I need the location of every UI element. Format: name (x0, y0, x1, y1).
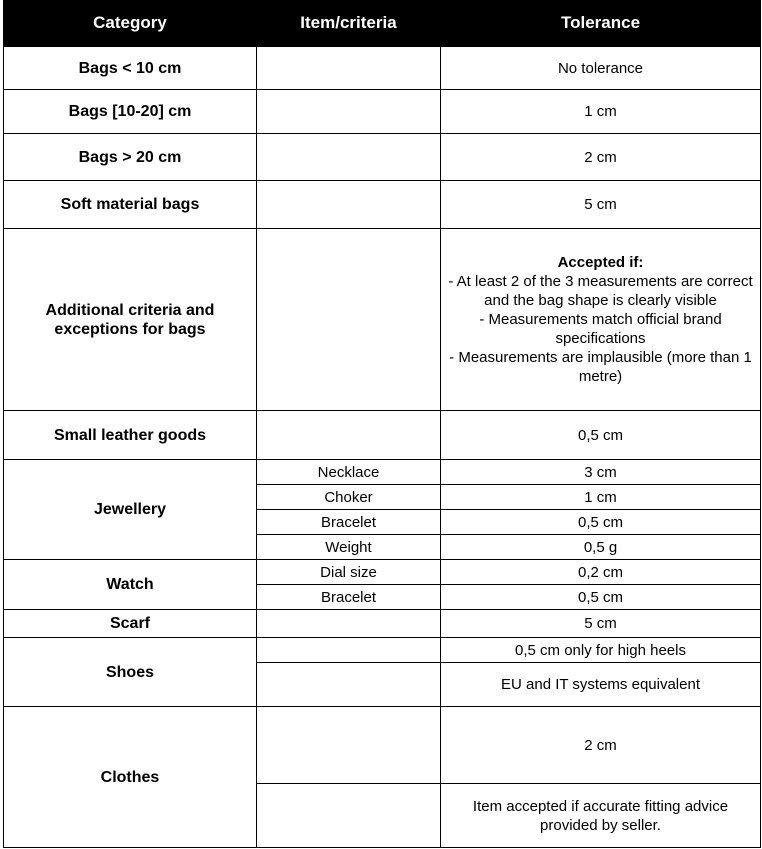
tolerance-cell: EU and IT systems equivalent (441, 663, 761, 707)
category-cell: Bags [10-20] cm (4, 90, 257, 134)
tolerance-cell: 2 cm (441, 134, 761, 181)
table-row (4, 460, 761, 485)
item-cell (257, 47, 441, 90)
tolerance-cell: 0,5 g (441, 535, 761, 560)
item-cell (257, 638, 441, 663)
table-row (4, 90, 761, 134)
category-cell: Scarf (4, 610, 257, 638)
criteria-line: - Measurements match official brand specifications (479, 311, 722, 347)
category-cell: Additional criteria and exceptions for bags (4, 229, 257, 411)
table-row (4, 638, 761, 663)
tolerance-table (3, 0, 761, 848)
item-cell (257, 181, 441, 229)
tolerance-cell: 1 cm (441, 90, 761, 134)
item-cell: Bracelet (257, 585, 441, 610)
table-row (4, 707, 761, 784)
tolerance-cell: 3 cm (441, 460, 761, 485)
item-cell (257, 707, 441, 784)
category-cell: Watch (4, 560, 257, 610)
table-row (4, 229, 761, 411)
accepted-heading: Accepted if: (557, 254, 644, 271)
table-row (4, 134, 761, 181)
category-cell: Shoes (4, 638, 257, 707)
category-cell: Clothes (4, 707, 257, 848)
tolerance-cell: 0,5 cm only for high heels (441, 638, 761, 663)
tolerance-cell: 5 cm (441, 181, 761, 229)
item-cell: Bracelet (257, 510, 441, 535)
category-cell: Small leather goods (4, 411, 257, 460)
item-cell: Necklace (257, 460, 441, 485)
item-cell: Weight (257, 535, 441, 560)
header-row (4, 1, 761, 47)
category-cell: Soft material bags (4, 181, 257, 229)
tolerance-cell: 0,2 cm (441, 560, 761, 585)
table-row (4, 411, 761, 460)
tolerance-cell: No tolerance (441, 47, 761, 90)
item-cell (257, 411, 441, 460)
header-item: Item/criteria (257, 1, 441, 47)
table-row (4, 181, 761, 229)
tolerance-cell: 1 cm (441, 485, 761, 510)
item-cell: Choker (257, 485, 441, 510)
table-row (4, 47, 761, 90)
criteria-line: - At least 2 of the 3 measurements are correct and the bag shape is clearly visible (448, 273, 753, 309)
category-cell: Jewellery (4, 460, 257, 560)
category-cell: Bags < 10 cm (4, 47, 257, 90)
item-cell (257, 663, 441, 707)
tolerance-cell: 2 cm (441, 707, 761, 784)
table-row (4, 560, 761, 585)
tolerance-cell: 0,5 cm (441, 510, 761, 535)
table-row (4, 610, 761, 638)
tolerance-cell: Item accepted if accurate fitting advice provided by seller. (441, 784, 761, 848)
item-cell (257, 784, 441, 848)
tolerance-cell: 0,5 cm (441, 411, 761, 460)
tolerance-cell: 5 cm (441, 610, 761, 638)
item-cell (257, 90, 441, 134)
tolerance-cell: 0,5 cm (441, 585, 761, 610)
header-category: Category (4, 1, 257, 47)
category-cell: Bags > 20 cm (4, 134, 257, 181)
item-cell (257, 610, 441, 638)
header-tolerance: Tolerance (441, 1, 761, 47)
item-cell (257, 134, 441, 181)
item-cell (257, 229, 441, 411)
item-cell: Dial size (257, 560, 441, 585)
criteria-line: - Measurements are implausible (more than 1 metre) (449, 349, 752, 385)
tolerance-cell (441, 229, 761, 411)
